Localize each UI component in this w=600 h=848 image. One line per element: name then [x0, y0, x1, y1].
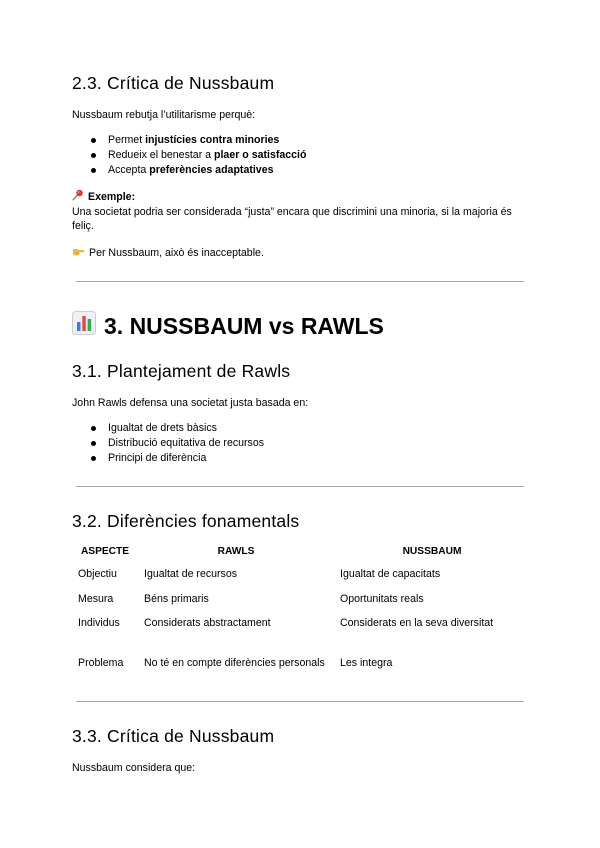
table-row — [72, 590, 530, 614]
table-cell: Considerats en la seva diversitat — [340, 617, 494, 629]
example-text: Una societat podria ser considerada “justa” encara que discrimini una minoria, si la majoria és feliç. — [72, 206, 512, 232]
divider — [76, 281, 524, 282]
pushpin-icon — [72, 189, 84, 205]
list-item: Igualtat de drets bàsics — [72, 421, 264, 436]
table-row — [72, 614, 530, 654]
table-cell: Objectiu — [78, 568, 117, 580]
comparison-table — [72, 540, 530, 690]
pointing-hand-icon — [72, 246, 85, 261]
table-cell: Les integra — [340, 657, 393, 669]
column-header: ASPECTE — [80, 545, 130, 557]
section-heading-3-2: 3.2. Diferències fonamentals — [72, 511, 300, 531]
bar-chart-icon — [72, 311, 96, 341]
list-item: Distribució equitativa de recursos — [72, 436, 264, 451]
table-cell: Considerats abstractament — [144, 617, 271, 629]
table-cell: Igualtat de recursos — [144, 568, 238, 580]
table-cell: Igualtat de capacitats — [340, 568, 441, 580]
column-header: RAWLS — [217, 545, 255, 557]
table-header-row — [72, 540, 530, 562]
column-header: NUSSBAUM — [402, 545, 462, 557]
list-item: Permet injustícies contra minories — [72, 133, 306, 148]
table-row — [72, 654, 530, 690]
table-cell: No té en compte diferències personals — [144, 657, 325, 669]
table-cell: Béns primaris — [144, 593, 209, 605]
bullet-list-3-1 — [72, 421, 264, 466]
divider — [76, 486, 524, 487]
paragraph-intro-2-3: Nussbaum rebutja l’utilitarisme perquè: — [72, 109, 256, 121]
table-cell: Oportunitats reals — [340, 593, 424, 605]
table-cell: Individus — [78, 617, 120, 629]
section-heading-2-3: 2.3. Crítica de Nussbaum — [72, 73, 275, 93]
section-heading-3-1: 3.1. Plantejament de Rawls — [72, 361, 291, 381]
conclusion-text: Per Nussbaum, això és inacceptable. — [72, 246, 524, 261]
example-label: Exemple: — [72, 189, 524, 205]
section-heading-3-3: 3.3. Crítica de Nussbaum — [72, 726, 275, 746]
table-cell: Problema — [78, 657, 124, 669]
list-item: Principi de diferència — [72, 451, 264, 466]
paragraph-intro-3-1: John Rawls defensa una societat justa basada en: — [72, 397, 309, 409]
list-item: Redueix el benestar a plaer o satisfacció — [72, 148, 306, 163]
table-row — [72, 562, 530, 590]
list-item: Accepta preferències adaptatives — [72, 163, 306, 178]
table-cell: Mesura — [78, 593, 114, 605]
divider — [76, 701, 524, 702]
paragraph-intro-3-3: Nussbaum considera que: — [72, 762, 196, 774]
chapter-heading: 3. NUSSBAUM vs RAWLS — [72, 311, 384, 341]
bullet-list-2-3 — [72, 133, 306, 178]
